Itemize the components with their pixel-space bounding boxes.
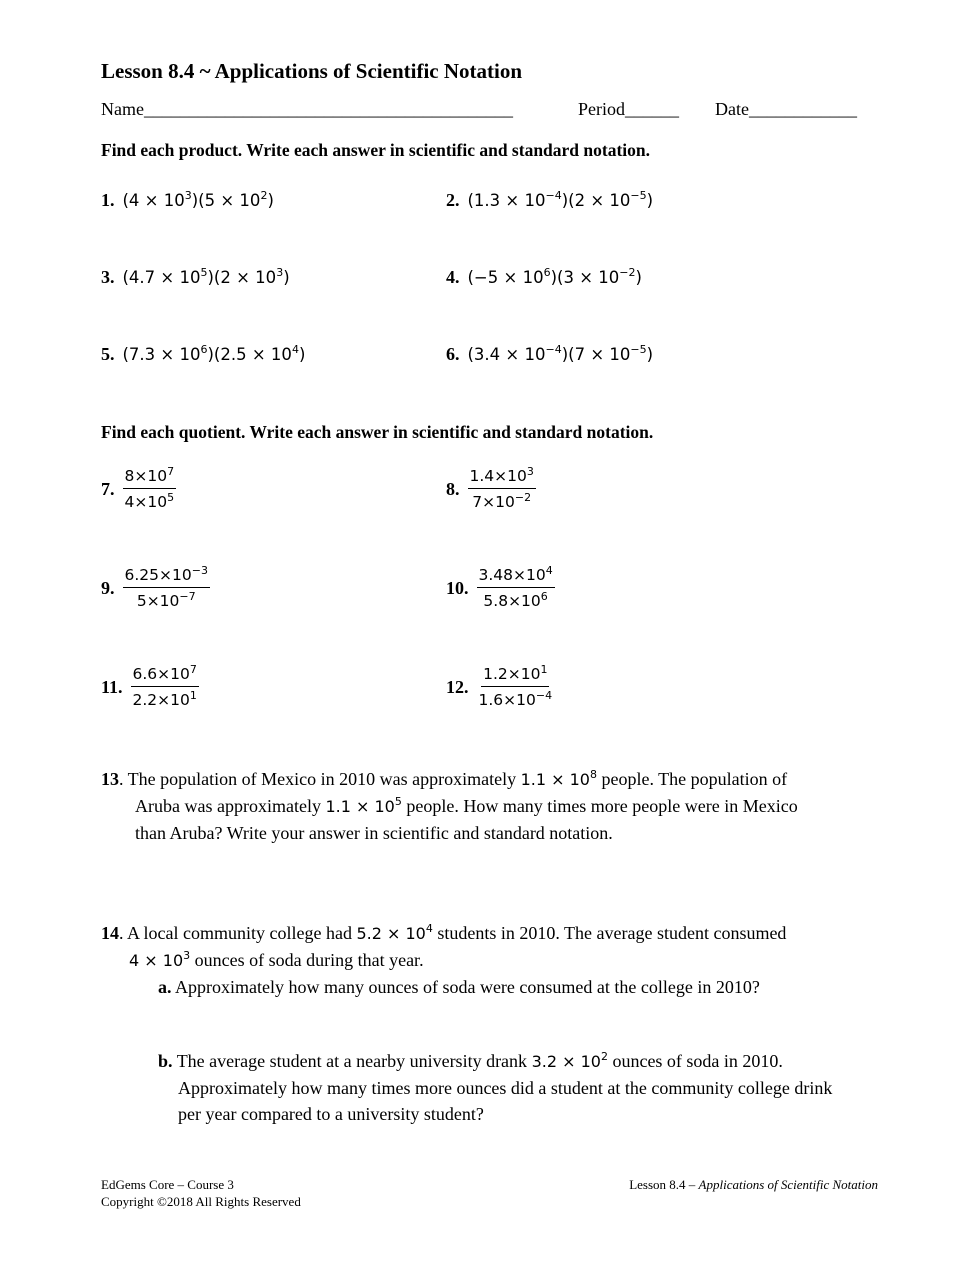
math-part: 1.1 × 10 xyxy=(325,797,395,816)
exponent: 6 xyxy=(540,590,548,603)
numerator xyxy=(477,566,555,588)
text: Approximately how many ounces of soda were consumed at the college in 2010? xyxy=(171,977,760,997)
math-part: (1.3 × 10 xyxy=(467,191,546,210)
denominator xyxy=(135,588,198,610)
exponent: 3 xyxy=(184,189,192,202)
text: people. The population of xyxy=(596,769,788,789)
problem-6 xyxy=(446,344,653,365)
problem-number: 6. xyxy=(446,344,460,364)
exponent: 3 xyxy=(276,266,284,279)
problem-4 xyxy=(446,267,642,288)
exponent: −5 xyxy=(630,343,647,356)
denominator xyxy=(481,588,549,610)
denominator xyxy=(470,489,533,511)
math-part: )(2 × 10 xyxy=(207,268,277,287)
exponent: −7 xyxy=(179,590,196,603)
num-base: 1.2×10 xyxy=(483,665,541,683)
text: people. How many times more people were in Mexico xyxy=(401,796,798,816)
part-a-label: a. xyxy=(158,977,172,997)
text: . The population of Mexico in 2010 was approximately xyxy=(119,769,521,789)
exponent: 3 xyxy=(183,949,191,962)
num-base: 1.4×10 xyxy=(469,467,527,485)
num-base: 8×10 xyxy=(124,467,168,485)
text: The average student at a nearby university drank xyxy=(172,1051,532,1071)
lesson-title: Applications of Scientific Notation xyxy=(698,1177,878,1192)
problem-5 xyxy=(101,344,305,365)
exponent: −4 xyxy=(545,189,562,202)
fraction xyxy=(123,467,177,511)
denominator xyxy=(131,687,199,709)
math-part: )(3 × 10 xyxy=(550,268,620,287)
exponent: 7 xyxy=(167,465,175,478)
den-base: 5×10 xyxy=(136,592,180,610)
exponent: 8 xyxy=(589,768,597,781)
exponent: −2 xyxy=(514,491,532,504)
num-base: 6.6×10 xyxy=(132,665,190,683)
math-part: )(2.5 × 10 xyxy=(207,345,292,364)
numerator xyxy=(131,665,199,687)
math-part: (−5 × 10 xyxy=(467,268,544,287)
date-field[interactable] xyxy=(715,99,857,120)
math-part: ) xyxy=(267,191,274,210)
problem-number: 5. xyxy=(101,344,115,364)
exponent: −2 xyxy=(619,266,636,279)
exponent: 5 xyxy=(394,795,402,808)
math-part: (7.3 × 10 xyxy=(122,345,201,364)
exponent: 2 xyxy=(260,189,268,202)
math-part: ) xyxy=(646,345,654,364)
math-part: ) xyxy=(283,268,290,287)
text: Approximately how many times more ounces did a student at the community college drink xyxy=(178,1078,833,1098)
fraction xyxy=(123,566,210,610)
text: than Aruba? Write your answer in scientific and standard notation. xyxy=(135,823,613,843)
numerator xyxy=(123,467,177,489)
math-part: )(2 × 10 xyxy=(561,191,631,210)
exponent: 1 xyxy=(540,663,548,676)
period-field[interactable] xyxy=(578,99,679,120)
problem-number: 10. xyxy=(446,577,469,598)
text: students in 2010. The average student consumed xyxy=(432,923,787,943)
numerator xyxy=(481,665,549,687)
problem-number: 8. xyxy=(446,478,460,499)
exponent: −4 xyxy=(545,343,562,356)
exponent: 2 xyxy=(600,1050,608,1063)
text: ounces of soda during that year. xyxy=(190,950,424,970)
footer-left xyxy=(101,1176,301,1210)
problem-number: 14 xyxy=(101,923,119,943)
den-base: 5.8×10 xyxy=(483,592,541,610)
problem-8 xyxy=(446,467,536,511)
period-label: Period xyxy=(578,99,625,119)
exponent: 6 xyxy=(543,266,551,279)
fraction xyxy=(477,566,555,610)
fraction xyxy=(131,665,199,709)
exponent: 4 xyxy=(545,564,553,577)
lesson-label: Lesson 8.4 – xyxy=(629,1177,699,1192)
problem-number: 2. xyxy=(446,190,460,210)
den-base: 4×10 xyxy=(124,493,168,511)
denominator xyxy=(477,687,555,709)
exponent: 4 xyxy=(425,922,433,935)
copyright: Copyright ©2018 All Rights Reserved xyxy=(101,1194,301,1209)
problem-number: 7. xyxy=(101,478,115,499)
math-part: (4.7 × 10 xyxy=(122,268,201,287)
period-line: ______ xyxy=(625,99,679,119)
fraction xyxy=(468,467,536,511)
problem-number: 11. xyxy=(101,676,123,697)
numerator xyxy=(123,566,210,588)
footer-right xyxy=(629,1176,878,1193)
problem-number: 9. xyxy=(101,577,115,598)
exponent: 1 xyxy=(189,689,197,702)
date-line: ____________ xyxy=(748,99,857,119)
num-base: 6.25×10 xyxy=(124,566,192,584)
name-field[interactable] xyxy=(101,99,513,120)
name-label: Name xyxy=(101,99,144,119)
problem-9 xyxy=(101,566,210,610)
math-part: 1.1 × 10 xyxy=(520,770,590,789)
denominator xyxy=(123,489,177,511)
text: per year compared to a university student? xyxy=(178,1104,484,1124)
exponent: −4 xyxy=(535,689,553,702)
math-part: 3.2 × 10 xyxy=(531,1052,601,1071)
exponent: 6 xyxy=(200,343,208,356)
exponent: 3 xyxy=(526,465,534,478)
math-part: ) xyxy=(635,268,642,287)
part-b-label: b. xyxy=(158,1051,173,1071)
den-base: 7×10 xyxy=(472,493,515,511)
exponent: 4 xyxy=(291,343,299,356)
math-part: 5.2 × 10 xyxy=(356,924,426,943)
problem-2 xyxy=(446,190,653,211)
text: . A local community college had xyxy=(119,923,357,943)
numerator xyxy=(468,467,536,489)
exponent: 5 xyxy=(167,491,175,504)
text: Aruba was approximately xyxy=(135,796,326,816)
problem-number: 1. xyxy=(101,190,115,210)
math-part: ) xyxy=(646,191,654,210)
name-line: _________________________________________ xyxy=(143,99,513,119)
exponent: −3 xyxy=(191,564,208,577)
math-part: ) xyxy=(298,345,306,364)
problem-14b xyxy=(158,1048,888,1127)
problem-number: 12. xyxy=(446,676,469,697)
date-label: Date xyxy=(715,99,749,119)
problem-10 xyxy=(446,566,555,610)
math-part: (4 × 10 xyxy=(122,191,185,210)
problem-number: 4. xyxy=(446,267,460,287)
text: ounces of soda in 2010. xyxy=(607,1051,783,1071)
problem-12 xyxy=(446,665,554,709)
math-part: )(5 × 10 xyxy=(191,191,261,210)
problem-number: 13 xyxy=(101,769,119,789)
math-part: (3.4 × 10 xyxy=(467,345,546,364)
math-part: 4 × 10 xyxy=(129,951,184,970)
den-base: 2.2×10 xyxy=(132,691,190,709)
math-part: )(7 × 10 xyxy=(561,345,631,364)
problem-11 xyxy=(101,665,199,709)
problem-number: 3. xyxy=(101,267,115,287)
problem-13 xyxy=(101,766,881,846)
problem-7 xyxy=(101,467,176,511)
quotients-instruction: Find each quotient. Write each answer in scientific and standard notation. xyxy=(101,422,654,442)
page-title: Lesson 8.4 ~ Applications of Scientific Notation xyxy=(101,59,523,83)
problem-14 xyxy=(101,920,881,1000)
exponent: 7 xyxy=(189,663,197,676)
exponent: −5 xyxy=(630,189,647,202)
problem-1 xyxy=(101,190,274,211)
products-instruction: Find each product. Write each answer in scientific and standard notation. xyxy=(101,140,651,160)
num-base: 3.48×10 xyxy=(478,566,546,584)
fraction xyxy=(477,665,555,709)
problem-3 xyxy=(101,267,290,288)
den-base: 1.6×10 xyxy=(478,691,536,709)
course-label: EdGems Core – Course 3 xyxy=(101,1177,234,1192)
exponent: 5 xyxy=(200,266,208,279)
